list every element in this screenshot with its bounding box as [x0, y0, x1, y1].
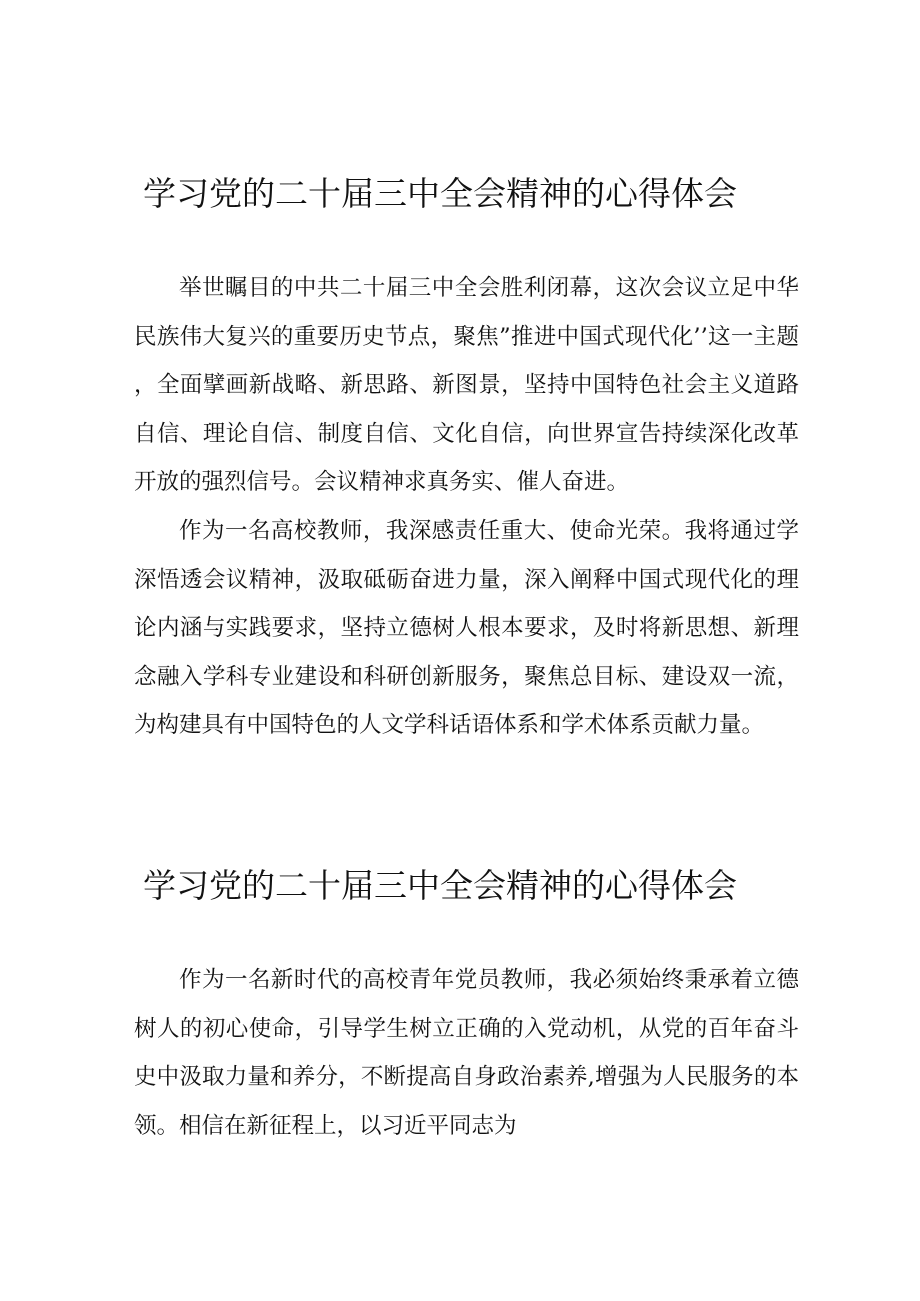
section-2-paragraph-1: 作为一名新时代的高校青年党员教师，我必须始终秉承着立德树人的初心使命，引导学生树立正确的入党动机，从党的百年奋斗史中汲取力量和养分，不断提高自身政治素养,增强为人民服务的本领。相信在新征程上，以习近平同志为 [134, 967, 799, 1139]
section-2-body [134, 956, 799, 1150]
section-1-paragraph-1: 举世瞩目的中共二十届三中全会胜利闭幕，这次会议立足中华民族伟大复兴的重要历史节点，聚焦”推进中国式现代化’’这一主题，全面擘画新战略、新思路、新图景，坚持中国特色社会主义道路自信、理论自信、制度自信、文化自信，向世界宣告持续深化改革开放的强烈信号。会议精神求真务实、催人奋进。 [134, 275, 799, 496]
section-2-title: 学习党的二十届三中全会精神的心得体会 [143, 866, 737, 905]
section-1-paragraph-2: 作为一名高校教师，我深感责任重大、使命光荣。我将通过学深悟透会议精神，汲取砥砺奋进力量，深入阐释中国式现代化的理论内涵与实践要求，坚持立德树人根本要求，及时将新思想、新理念融入学科专业建设和科研创新服务，聚焦总目标、建设双一流，为构建具有中国特色的人文学科话语体系和学术体系贡献力量。 [134, 517, 799, 739]
section-1-title: 学习党的二十届三中全会精神的心得体会 [143, 174, 737, 213]
section-1-body [134, 264, 799, 750]
